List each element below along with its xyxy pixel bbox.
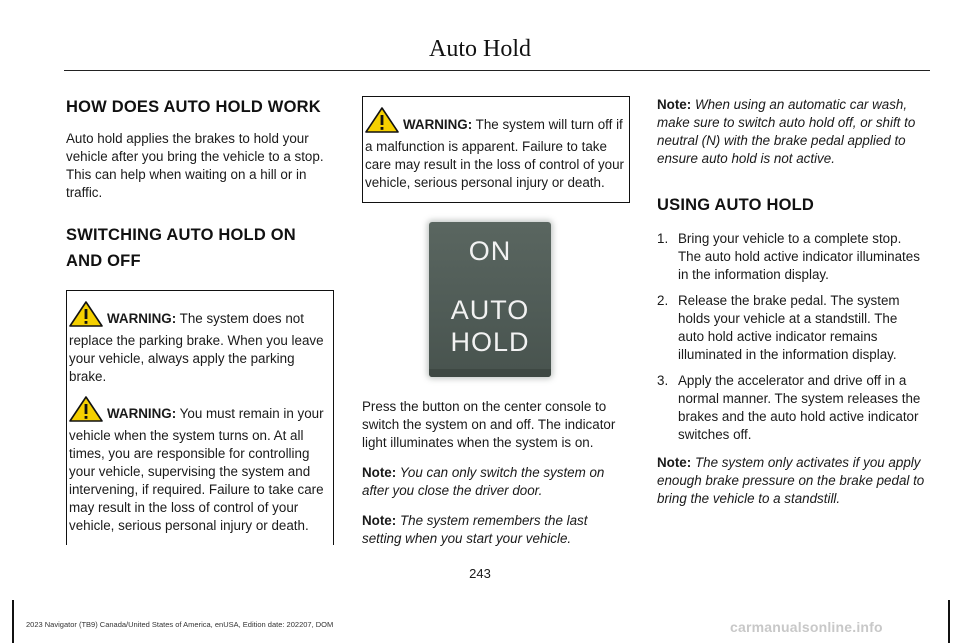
intro-paragraph: Auto hold applies the brakes to hold your vehicle after you bring the vehicle to a stop. This can help when waiting on a hill or in traffic. [66, 131, 324, 200]
button-auto-label: AUTO [450, 295, 530, 325]
warning-box-middle [362, 96, 630, 203]
step-number: 1. [657, 231, 669, 246]
step-text: Apply the accelerator and drive off in a normal manner. The system releases the brakes and the auto hold active indicator switches off. [678, 373, 921, 442]
middle-column [362, 96, 630, 203]
auto-hold-button-image [429, 222, 551, 377]
button-base [429, 369, 551, 377]
warning-box-left [66, 290, 334, 545]
step-number: 3. [657, 373, 669, 388]
note-paragraph [362, 464, 630, 500]
steps-list [657, 230, 927, 444]
warning-triangle-icon [69, 301, 103, 332]
button-auto-hold-label [429, 294, 551, 358]
header-rule [64, 70, 930, 71]
note-paragraph [362, 512, 630, 548]
warning-item [69, 301, 333, 386]
note-paragraph [657, 96, 927, 168]
heading-using-auto-hold: USING AUTO HOLD [657, 196, 815, 214]
warning-text: You must remain in your vehicle when the system turns on. At all times, you are responsible for controlling your vehicle, supervising the system and intervening, if required. Failure to take care may result in the loss of control of your vehicle, serious personal injury or death. [69, 406, 324, 533]
button-on-label: ON [468, 236, 512, 266]
crop-mark-right [948, 600, 950, 643]
note-text: You can only switch the system on after you close the driver door. [362, 465, 605, 498]
step-text: Bring your vehicle to a complete stop. The auto hold active indicator illuminates in the information display. [678, 231, 920, 282]
step-number: 2. [657, 293, 669, 308]
warning-triangle-icon [365, 107, 399, 138]
left-column [66, 96, 334, 545]
note-text: When using an automatic car wash, make sure to switch auto hold off, or shift to neutral (N) with the brake pedal applied to ensure auto hold is not active. [657, 97, 916, 166]
press-button-paragraph: Press the button on the center console to switch the system on and off. The indicator light illuminates when the system is on. [362, 399, 616, 450]
list-item [657, 292, 927, 364]
page-title: Auto Hold [429, 36, 531, 62]
right-column [657, 96, 927, 520]
note-paragraph [657, 454, 927, 508]
button-hold-label: HOLD [450, 327, 530, 357]
watermark-link[interactable]: carmanualsonline.info [730, 619, 883, 635]
edition-footer: 2023 Navigator (TB9) Canada/United States of America, enUSA, Edition date: 202207, DOM [26, 620, 334, 629]
warning-item [69, 396, 333, 535]
heading-switching-auto-hold: SWITCHING AUTO HOLD ON AND OFF [66, 226, 296, 270]
note-label: Note: [657, 455, 692, 470]
list-item [657, 372, 927, 444]
warning-text: The system will turn off if a malfunction is apparent. Failure to take care may result in the loss of control of your vehicle, serious personal injury or death. [365, 117, 624, 190]
note-label: Note: [362, 465, 397, 480]
note-text: The system only activates if you apply enough brake pressure on the brake pedal to bring the vehicle to a standstill. [657, 455, 925, 506]
middle-column-lower [362, 398, 630, 560]
list-item [657, 230, 927, 284]
note-label: Note: [362, 513, 397, 528]
warning-triangle-icon [69, 396, 103, 427]
note-text: The system remembers the last setting when you start your vehicle. [362, 513, 588, 546]
step-text: Release the brake pedal. The system holds your vehicle at a standstill. The auto hold active indicator remains illuminated in the information display. [678, 293, 900, 362]
warning-label: WARNING: [403, 117, 473, 132]
page-number: 243 [469, 566, 491, 581]
note-label: Note: [657, 97, 692, 112]
warning-text: The system does not replace the parking brake. When you leave your vehicle, always apply the parking brake. [69, 311, 324, 384]
heading-how-does-auto-hold-work: HOW DOES AUTO HOLD WORK [66, 98, 321, 116]
warning-item [365, 107, 629, 192]
warning-label: WARNING: [107, 406, 177, 421]
crop-mark-left [12, 600, 14, 643]
warning-label: WARNING: [107, 311, 177, 326]
